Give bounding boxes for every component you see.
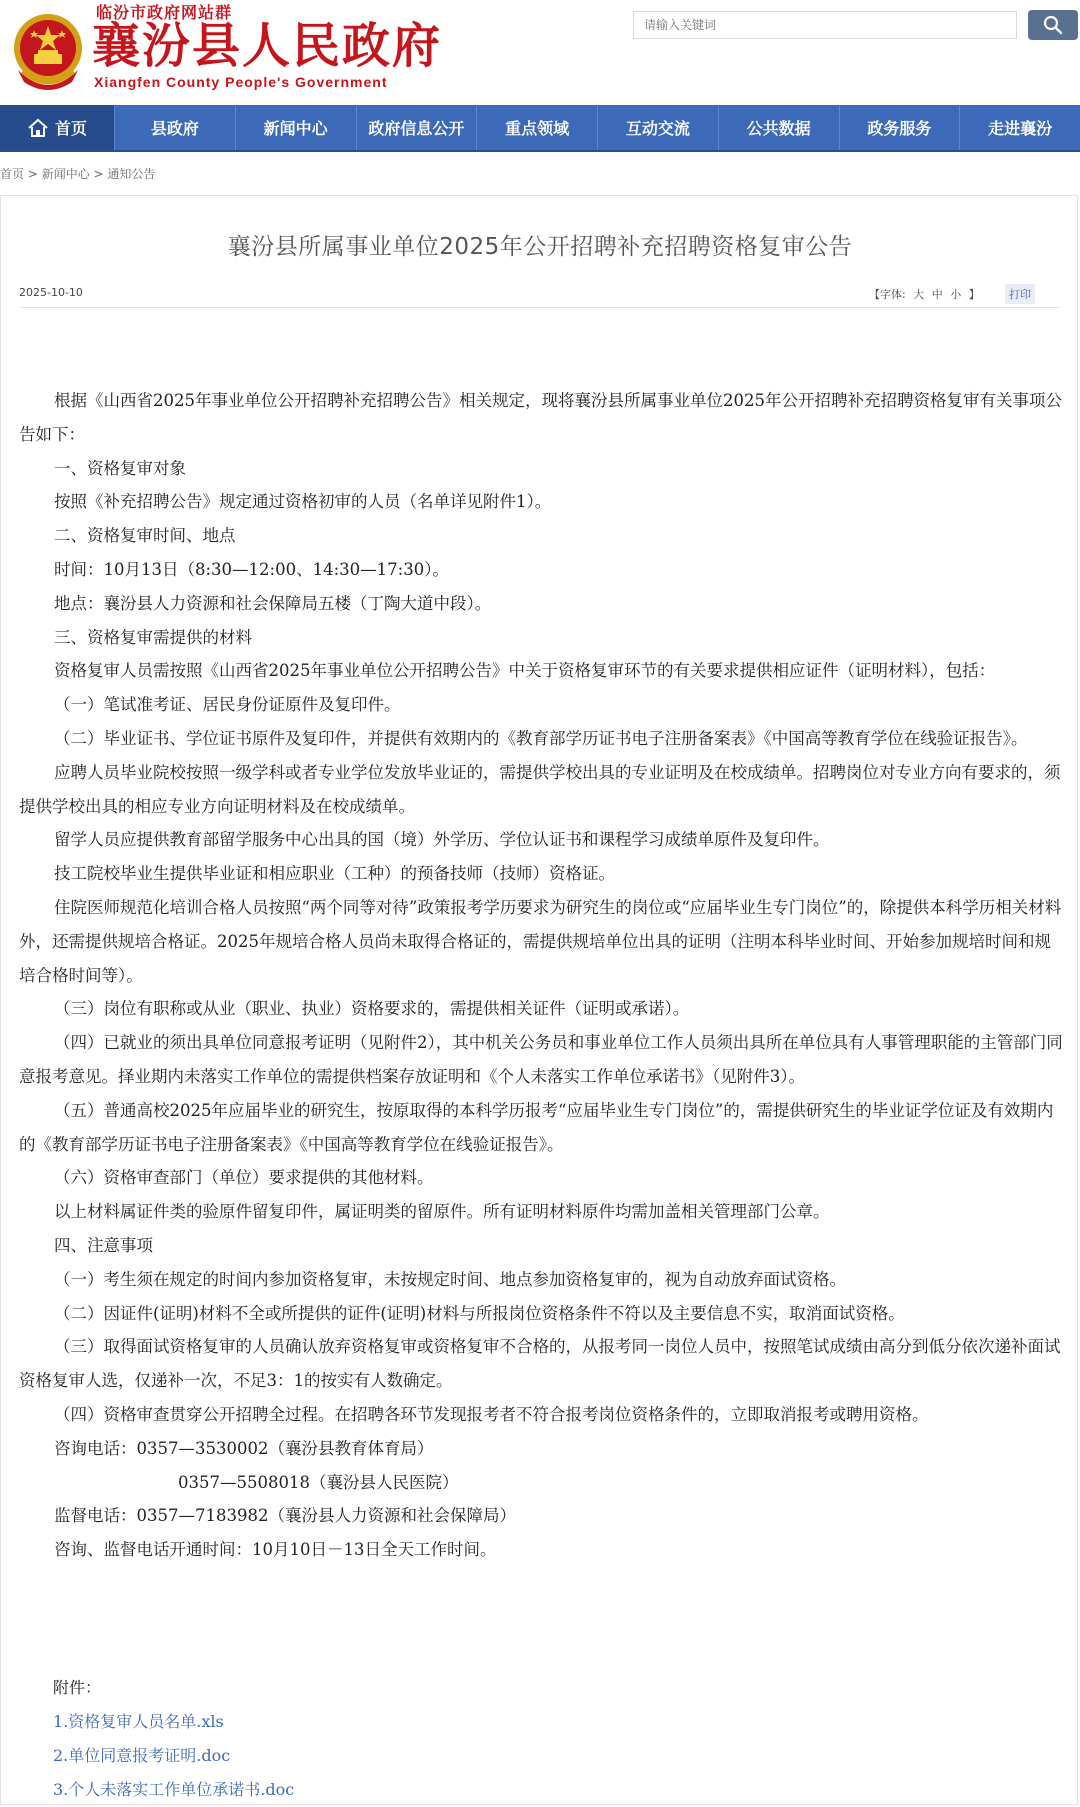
nav-item-key-areas[interactable]: 重点领域 xyxy=(476,105,597,150)
main-nav xyxy=(0,105,1080,152)
contact-phone: 咨询电话：0357—3530002（襄汾县教育体育局） xyxy=(54,1438,434,1458)
breadcrumb-news-link[interactable]: 新闻中心 xyxy=(41,167,90,181)
site-subtitle: Xiangfen County People's Government xyxy=(94,74,388,90)
attachments xyxy=(53,1671,294,1807)
paragraph: 按照《补充招聘公告》规定通过资格初审的人员（名单详见附件1）。 xyxy=(54,492,552,512)
paragraph: （三）岗位有职称或从业（职业、执业）资格要求的，需提供相关证件（证明或承诺）。 xyxy=(54,999,690,1019)
nav-item-about-xiangfen[interactable]: 走进襄汾 xyxy=(959,105,1080,150)
search-button[interactable] xyxy=(1028,10,1078,40)
article-title: 襄汾县所属事业单位2025年公开招聘补充招聘资格复审公告 xyxy=(227,234,853,260)
print-button[interactable]: 打印 xyxy=(1005,284,1035,304)
section-heading: 四、注意事项 xyxy=(54,1235,153,1255)
paragraph: （二）毕业证书、学位证书原件及复印件，并提供有效期内的《教育部学历证书电子注册备案表》《中国高等教育学位在线验证报告》。 xyxy=(54,728,1028,748)
font-small-button[interactable]: 小 xyxy=(950,288,962,301)
supervision-phone: 监督电话：0357—7183982（襄汾县人力资源和社会保障局） xyxy=(54,1506,516,1526)
search-input[interactable] xyxy=(633,11,1017,39)
font-label-close: 】 xyxy=(968,288,980,301)
paragraph: 留学人员应提供教育部留学服务中心出具的国（境）外学历、学位认证书和课程学习成绩单原件及复印件。 xyxy=(54,830,830,850)
nav-item-gov-services[interactable]: 政务服务 xyxy=(839,105,960,150)
font-medium-button[interactable]: 中 xyxy=(931,288,943,301)
paragraph: 应聘人员毕业院校按照一级学科或者专业学位发放毕业证的，需提供学校出具的专业证明及在校成绩单。招聘岗位对专业方向有要求的，须提供学校出具的相应专业方向证明材料及在校成绩单。 xyxy=(19,762,1061,816)
paragraph: （四）资格审查贯穿公开招聘全过程。在招聘各环节发现报考者不符合报考岗位资格条件的，立即取消报考或聘用资格。 xyxy=(54,1404,929,1424)
paragraph: 资格复审人员需按照《山西省2025年事业单位公开招聘公告》中关于资格复审环节的有关要求提供相应证件（证明材料），包括： xyxy=(54,661,996,681)
font-size-switcher xyxy=(867,286,982,302)
site-header xyxy=(0,0,1080,105)
section-heading: 二、资格复审时间、地点 xyxy=(54,526,236,546)
paragraph: 根据《山西省2025年事业单位公开招聘补充招聘公告》相关规定，现将襄汾县所属事业单位2025年公开招聘补充招聘资格复审有关事项公告如下： xyxy=(19,391,1062,444)
breadcrumb-notice-link[interactable]: 通知公告 xyxy=(107,167,156,181)
paragraph: （一）笔试准考证、居民身份证原件及复印件。 xyxy=(54,695,401,715)
attachment-link-3[interactable]: 3.个人未落实工作单位承诺书.doc xyxy=(53,1780,295,1799)
nav-item-gov-info[interactable]: 政府信息公开 xyxy=(356,105,477,150)
phone-hours: 咨询、监督电话开通时间：10月10日－13日全天工作时间。 xyxy=(54,1540,497,1560)
publish-date: 2025-10-10 xyxy=(19,286,83,299)
search-icon xyxy=(1043,15,1063,35)
contact-phone-2: 0357—5508018（襄汾县人民医院） xyxy=(178,1472,459,1492)
paragraph: （一）考生须在规定的时间内参加资格复审，未按规定时间、地点参加资格复审的，视为自动放弃面试资格。 xyxy=(54,1269,846,1289)
section-heading: 一、资格复审对象 xyxy=(54,458,186,478)
breadcrumb-separator: > xyxy=(89,167,108,181)
font-large-button[interactable]: 大 xyxy=(913,288,925,301)
font-label: 【字体: xyxy=(869,288,906,301)
article-panel xyxy=(0,195,1078,1805)
national-emblem-icon xyxy=(12,10,84,94)
paragraph: （三）取得面试资格复审的人员确认放弃资格复审或资格复审不合格的，从报考同一岗位人员中，按照笔试成绩由高分到低分依次递补面试资格复审人选，仅递补一次，不足3：1的按实有人数确定。 xyxy=(19,1337,1061,1391)
nav-home[interactable] xyxy=(0,105,114,150)
nav-item-news-center[interactable]: 新闻中心 xyxy=(235,105,356,150)
breadcrumb-home-link[interactable]: 首页 xyxy=(0,167,25,181)
title-divider xyxy=(19,307,1059,308)
section-heading: 三、资格复审需提供的材料 xyxy=(54,627,252,647)
paragraph: 住院医师规范化培训合格人员按照“两个同等对待”政策报考学历要求为研究生的岗位或“应届毕业生专门岗位”的，除提供本科学历相关材料外，还需提供规培合格证。2025年规培合格人员尚未取得合格证的，需提供规培单位出具的证明（注明本科毕业时间、开始参加规培时间和规培合格时间等）。 xyxy=(19,897,1062,985)
article-body xyxy=(19,384,1064,1567)
home-icon xyxy=(27,118,49,138)
breadcrumb-separator: > xyxy=(24,167,42,181)
attachments-label: 附件： xyxy=(53,1678,102,1697)
paragraph: （四）已就业的须出具单位同意报考证明（见附件2），其中机关公务员和事业单位工作人员须出具所在单位具有人事管理职能的主管部门同意报考意见。择业期内未落实工作单位的需提供档案存放证明和《个人未落实工作单位承诺书》（见附件3）。 xyxy=(19,1033,1063,1086)
paragraph: （五）普通高校2025年应届毕业的研究生，按原取得的本科学历报考“应届毕业生专门岗位”的，需提供研究生的毕业证学位证及有效期内的《教育部学历证书电子注册备案表》《中国高等教育学位在线验证报告》。 xyxy=(19,1100,1054,1154)
breadcrumb xyxy=(0,165,155,182)
paragraph: （二）因证件(证明)材料不全或所提供的证件(证明)材料与所报岗位资格条件不符以及主要信息不实，取消面试资格。 xyxy=(54,1303,905,1323)
nav-home-label: 首页 xyxy=(54,119,87,138)
nav-item-public-data[interactable]: 公共数据 xyxy=(718,105,839,150)
paragraph: 技工院校毕业生提供毕业证和相应职业（工种）的预备技师（技师）资格证。 xyxy=(54,864,615,884)
site-group-label: 临汾市政府网站群 xyxy=(96,3,233,22)
article-meta xyxy=(19,284,1059,306)
attachment-link-2[interactable]: 2.单位同意报考证明.doc xyxy=(53,1746,231,1765)
nav-item-interaction[interactable]: 互动交流 xyxy=(597,105,718,150)
nav-item-county-gov[interactable]: 县政府 xyxy=(114,105,235,150)
attachment-link-1[interactable]: 1.资格复审人员名单.xls xyxy=(53,1712,224,1731)
paragraph: 地点：襄汾县人力资源和社会保障局五楼（丁陶大道中段）。 xyxy=(54,593,492,613)
site-title: 襄汾县人民政府 xyxy=(92,18,443,74)
paragraph: 时间：10月13日（8:30—12:00、14:30—17:30）。 xyxy=(54,559,449,579)
paragraph: （六）资格审查部门（单位）要求提供的其他材料。 xyxy=(54,1168,434,1188)
paragraph: 以上材料属证件类的验原件留复印件，属证明类的留原件。所有证明材料原件均需加盖相关管理部门公章。 xyxy=(54,1202,830,1222)
